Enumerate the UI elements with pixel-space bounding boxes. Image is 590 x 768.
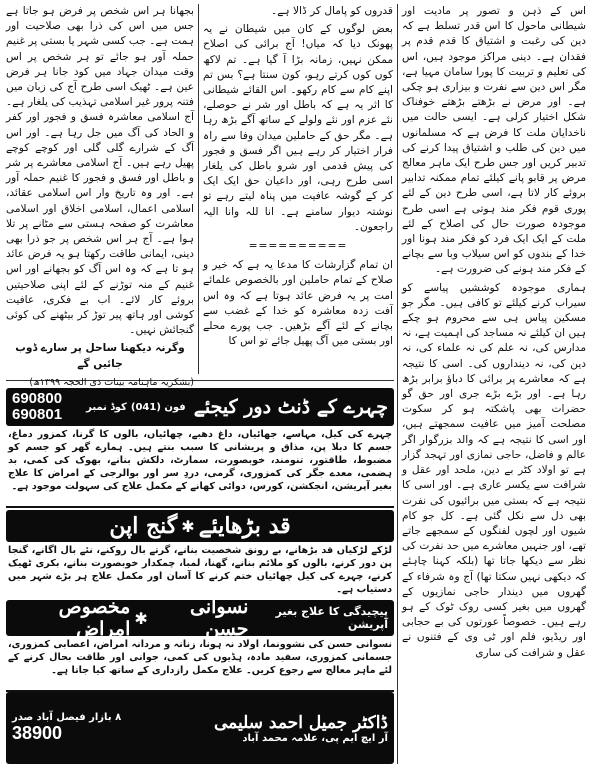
paragraph: بعض لوگوں کے کان میں شیطان نے یہ پھونک دیا کہ میاں! آج برائی کی اصلاح ممکن نہیں، زمانہ بڑا آ گیا ہے۔ تم لاکھ کوں کوں کرتے رہو، کون سنتا ہے؟ بس تم اپنے کام سے کام رکھو۔ اس القائے شیطانی کا اثر یہ ہے کہ باطل اور شر نے حوصلے، نئے عزم اور نئے ولولے کے ساتھ آگے بڑھ رہا ہے۔ مگر حق کے حاملین میدان وفا سے راہ فرار اختیار کر رہے ہیں اگر فسق و فجور کی پیش قدمی اور شرو باطل کی یلغار اسی طرح رہی، اور داعیان حق ایک ایک کر کے گوشہ عافیت میں پناہ لیتے رہے تو نوشتہ دیوار سامنے ہے۔ انا للہ وانا الیہ راجعون۔: [203, 23, 393, 233]
article-column-middle: [203, 4, 393, 376]
ad-banner: [6, 388, 394, 426]
phone-number: 690801: [12, 406, 63, 423]
paragraph: اس کے ذہن و تصور پر مادیت اور شیطانی ماحول کا اس قدر تسلط ہے کہ دین کی رغبت و اشتیاق کا قدم قدم پر فقدان ہے۔ دینی مراکز موجود ہیں، اس کی تعلیم و تربیت کا پورا سامان مہیا ہے، مگر اس دین سے نفرت و بیزاری ہو چکی ہے۔ اور مرض نے بڑھتے بڑھتے خوفناک شکل اختیار کرلی ہے۔ ایسی حالت میں ناخدایان ملت کا فرض ہے کہ مسلمانوں میں دین کی طلب و اشتیاق پیدا کرنے کی تدبیر کریں اور جس طرح ایک ماہر معالج مرض پر قابو پانے کیلئے تمام ممکنہ تدابیر بروئے کار لاتا ہے، اسی طرح دین کے لئے پوری قوم فکر مند ہوتی ہے اسی طرح موجودہ صورت حال کی اصلاح کے لئے ملت کے ایک ایک فرد کو فکر مند ہونا اور خدا کے بندوں کو اس سیلاب وبا سے بچانے کے فکر مند ہونے کی ضرورت ہے۔: [402, 5, 586, 276]
paragraph: ان تمام گزارشات کا مدعا یہ ہے کہ خیر و صلاح کے تمام حاملین اور بالخصوص علمائے امت پر یہ فرض عائد ہوتا ہے کہ وہ اس آفت زدہ معاشرہ کو خدا کے غضب سے بچانے کے لئے آگے بڑھیں۔ جب پورے محلے اور بستی میں آگ پھیل جائے تو اس کا: [203, 259, 393, 348]
ad-title: گنج اپن: [109, 513, 178, 539]
ad-subtitle: پیچیدگی کا علاج بغیر آپریشن: [275, 605, 388, 631]
phone-prefix: فون (041): [130, 401, 186, 413]
ad-address: ۸ بازار فیصل آباد صدر: [12, 712, 122, 723]
phone-number: 38900: [12, 723, 63, 743]
ad-banner: [6, 596, 394, 640]
ad-body: نسوانی حسن کی نشوونما، اولاد نہ ہونا، زنانہ و مردانہ امراض، اعصابی کمزوری، جسمانی کمزوری، سفید مادہ، ہڈیوں کی کمی، جوانی اور طاقت بحال کرنے کے لئے ماہر معالج سے رجوع کریں۔ علاج مکمل رازداری کے ساتھ کیا جاتا ہے۔: [8, 639, 392, 676]
paragraph: بجھانا ہر اس شخص پر فرض ہو جاتا ہے جس میں اس کی ذرا بھی صلاحیت اور ہمت ہے۔ جب کسی شہر یا بستی پر غنیم حملہ آور ہو جائے تو ہر شخص پر اس وقت میدان جہاد میں کود جانا ہر فرض عین ہے۔ ٹھیک اسی طرح آج کی زبان میں فتنہ پرور غیر اسلامی تہذیب کی یلغار ہے۔ آج اسلامی معاشرہ فسق و فجور اور کفر و الحاد کی آگ میں جل رہا ہے۔ اور اس آگ کے شرارے گلی گلی اور کوچے کوچے پھیل رہے ہیں۔ آج اسلامی معاشرے پر شر و باطل اور فسق و فجور کا غنیم حملہ آور ہے۔ اور وہ تاریخ وار اس اسلامی عقائد، اسلامی اعمال، اسلامی اخلاق اور اسلامی معاشرت کو صفحہ ہستی سے مٹانے پر تلا ہوا ہے۔ آج ہر اس شخص پر جو ذرا بھی دینی، ایمانی طاقت رکھتا ہو یہ فرض عائد ہو تا ہے کہ وہ اس آگ کو بجھانے اور اس غنیم کے منہ توڑنے کے لئے اپنی صلاحیتیں بروئے کار لائے۔ اب بے فکری، عافیت کوشی اور ہاتھ پیر توڑ کر بیٹھنے کی کوئی گنجائش نہیں۔: [6, 5, 194, 337]
ad-dent-removal: [6, 388, 394, 508]
ad-body: چہرے کی کیل، مہاسے، جھائیاں، داغ دھبے، چھائیاں، بالوں کا گرنا، کمزور دماغ، جسم کا دبلا پن، مذاق و پریشانی کا سبب بنتے ہیں۔ ہمارے گھر کو جسم کو مضبوط، طاقتور، تنومند، خوبصورت، سمارٹ، دلکش بنانے، بھوک کی کمی، بد ہضمی، معدے جگر کی کمزوری، گرمی، دردِ سر اور بوالرجی کے امراض کا علاج بغیر آپریشن، انجکشن، کورس، دوائی کھانے کے مکمل علاج کی سہولت موجود ہے۔: [8, 429, 392, 492]
code-label: کوڈ نمبر: [86, 401, 127, 413]
ad-banner: [6, 510, 394, 542]
ad-body: لڑکے لڑکیاں قد بڑھانے، بے رونق شخصیت بنانے، گرتے بال روکنے، نئے بال اگانے، گنجا پن دور کرنے، بالوں کو ملائم بنانے، گھنا، لمبا، چمکدار خوبصورت بنانے، بکری ٹھیک کرنے، چہرے کی کیل چھائیاں ختم کرنے کا آسان اور مکمل علاج ہر بڑے شہر میں دستیاب ہے۔: [8, 545, 392, 595]
paragraph: ہماری موجودہ کوششیں پیاسے کو سیراب کرنے کیلئے تو کافی ہیں۔ مگر جو مسکین پیاس ہی سے محروم ہو چکے ہیں ان کیلئے نہ مساجد کی اہمیت ہے، نہ مدارس کی، نہ علم کی نہ علماء کی، نہ دین کی، نہ دینداروں کی۔ اسی کا نتیجہ ہے کہ معاشرے پر برائی کا دباؤ برابر بڑھ رہا ہے۔ اور بڑے بڑے جری اور حق گو حضرات بھی پاشکتہ ہو کر سکوت مصلحت آمیز میں عافیت سمجھتے ہیں، اور اسی کا نتیجہ ہے کہ والد بزرگوار اگر عالم و فاضل، حاجی نمازی اور تہجد گزار ہے تو اولاد کٹر بے دین، ملحد اور عقل و شرافت سے یکسر عاری ہے۔ اور اسی کا نتیجہ ہے کہ بستی میں برائیوں کی نفرت بھی دل سے نکل گئی ہے۔ کل جو کام شیوں اور لچوں لفنگوں کے سمجھے جاتے تھے، اور جنہیں معاشرے میں حد نفرت کی نظر سے دیکھا جاتا تھا (بلکہ کہنا چاہئے کہ دیکھی نہیں سکتا تھا) آج وہ شرفاء کے گھروں میں دیندار حاجی نمازیوں کے گھروں میں بغیر کسی روک ٹوک کے ہو رہے ہیں۔ خصوصاً عورتوں کی بے حجابی اور ریڈیو، فلم اور ٹی وی کے فتنوں نے عقل و شرافت کی ساری: [402, 281, 586, 659]
star-icon: ✱: [134, 608, 148, 628]
ad-banner: [6, 692, 394, 764]
phone-number: 690800: [12, 390, 63, 407]
article-column-right: [402, 4, 586, 764]
source-citation: (بشکریہ ماہنامہ بینات ذی الحجہ ۱۳۹۹ھ): [29, 376, 194, 388]
phone-numbers: [12, 391, 62, 423]
ad-doctor: [6, 690, 394, 766]
ad-height-baldness: [6, 510, 394, 598]
section-separator: ==========: [248, 240, 348, 253]
column-rule-left: [198, 4, 199, 374]
advertisements: [6, 388, 394, 764]
poetry-verse: وگرنہ دیکھنا ساحل پر سارے ڈوب جائیں گے: [15, 342, 185, 370]
ad-title: مخصوص امراض: [58, 596, 131, 640]
article-column-left: [6, 4, 194, 388]
ad-subtitle: آر ایچ ایم پی، علامہ محمد آباد: [242, 732, 388, 744]
ad-title: نسوانی حسن: [190, 596, 249, 640]
ad-title: چہرے کے ڈنٹ دور کیجئے: [193, 396, 388, 418]
doctor-name: ڈاکٹر جمیل احمد سلیمی: [214, 712, 388, 733]
ad-title: قد بڑھایئے: [198, 513, 291, 539]
ad-womens-health: [6, 596, 394, 688]
column-rule-right: [397, 4, 398, 764]
star-icon: ✱: [181, 516, 195, 536]
paragraph: قدروں کو پامال کر ڈالا ہے۔: [271, 5, 393, 17]
